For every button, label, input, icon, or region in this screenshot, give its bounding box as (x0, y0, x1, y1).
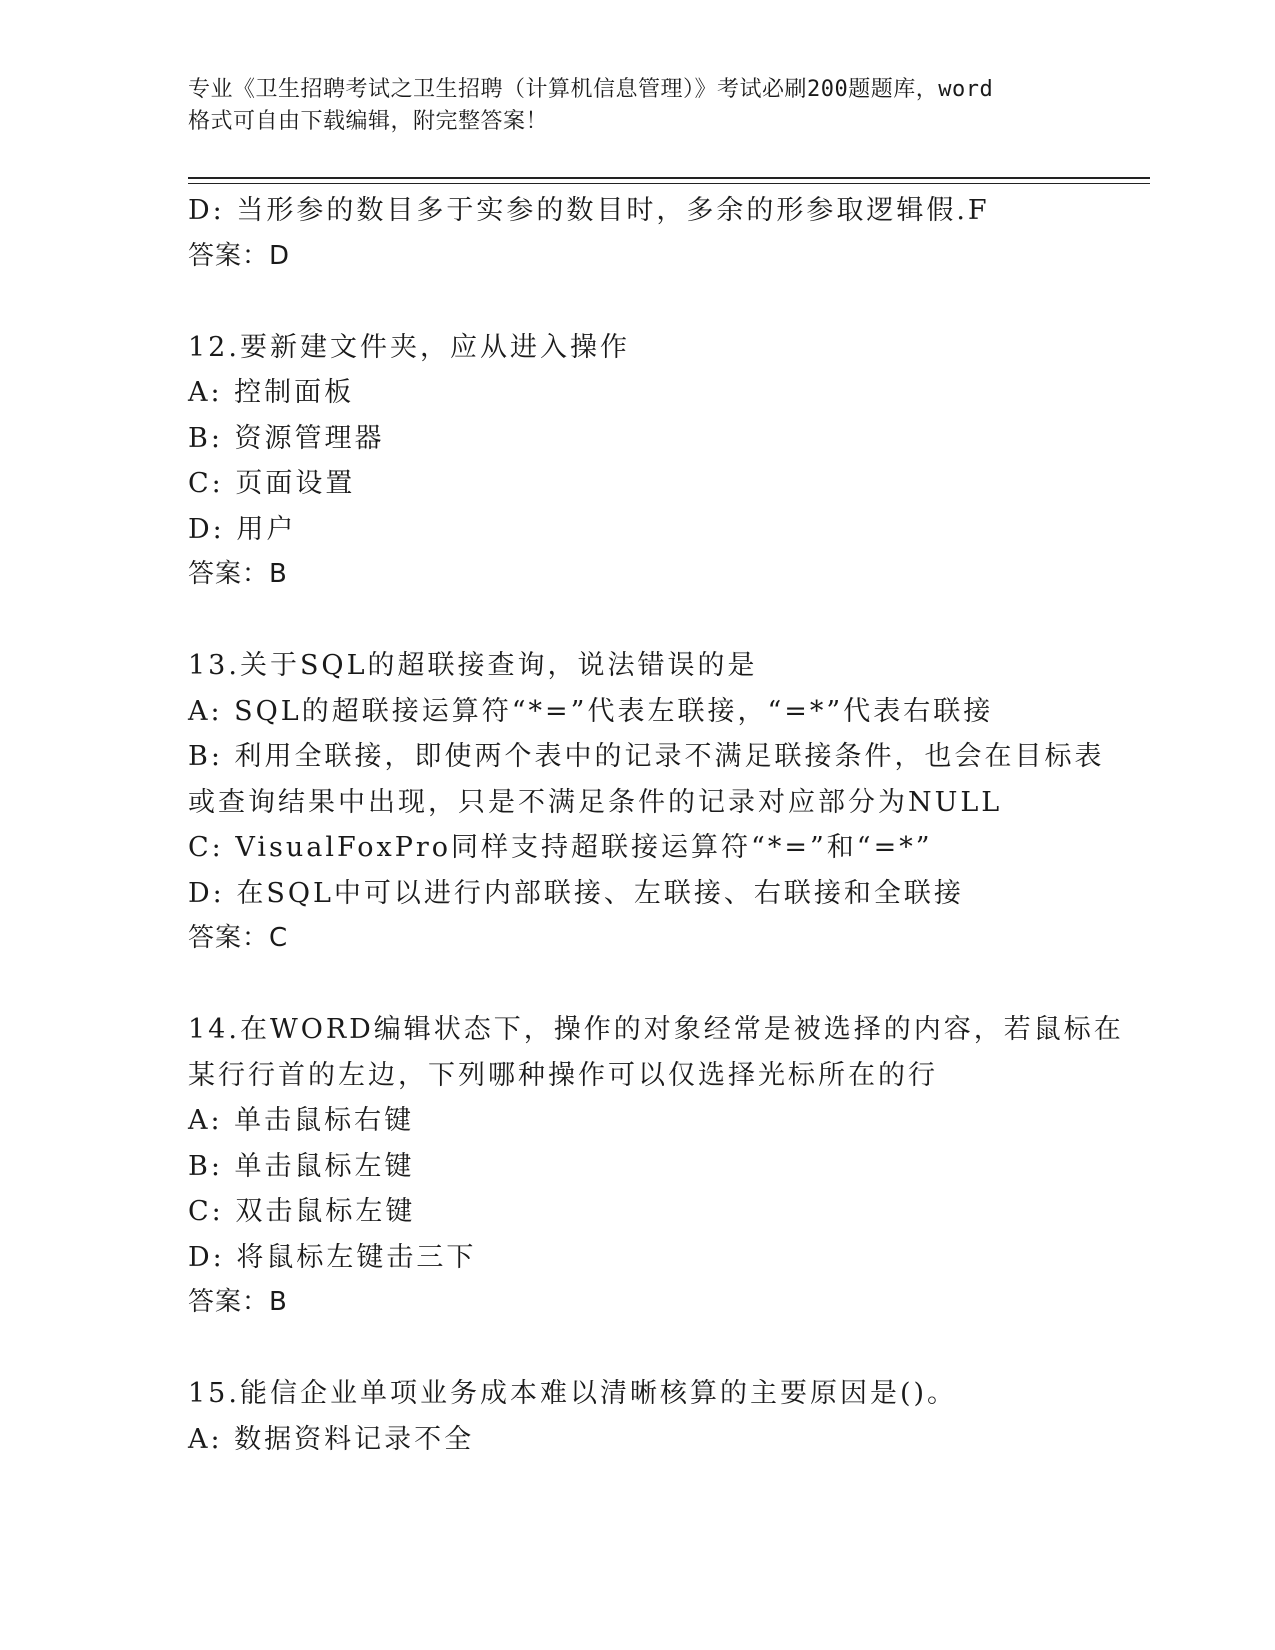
question-stem: 13.关于SQL的超联接查询，说法错误的是 (188, 650, 758, 681)
option-c: C: VisualFoxPro同样支持超联接运算符“*=”和“=*” (188, 832, 933, 863)
answer: 答案：B (188, 559, 288, 589)
option-c: C: 页面设置 (188, 468, 356, 499)
question-12 (188, 325, 1088, 598)
option-a: A: 控制面板 (188, 377, 355, 408)
option-b: B: 利用全联接，即使两个表中的记录不满足联接条件，也会在目标表 (188, 741, 1105, 772)
header-line-1: 专业《卫生招聘考试之卫生招聘（计算机信息管理）》考试必刷200题题库，word (188, 77, 994, 102)
question-14 (188, 1007, 1124, 1326)
answer: 答案：B (188, 1287, 288, 1317)
option-d: D: 在SQL中可以进行内部联接、左联接、右联接和全联接 (188, 877, 964, 909)
spacer (188, 962, 1088, 1008)
answer: 答案：C (188, 923, 289, 953)
question-stem: 14.在WORD编辑状态下，操作的对象经常是被选择的内容，若鼠标在 (188, 1014, 1124, 1045)
question-stem: 12.要新建文件夹，应从进入操作 (188, 331, 630, 363)
header-line-2: 格式可自由下载编辑，附完整答案！ (188, 109, 549, 134)
question-stem: 15.能信企业单项业务成本难以清晰核算的主要原因是()。 (188, 1378, 958, 1409)
option-d: D: 用户 (188, 513, 297, 545)
option-b: B: 资源管理器 (188, 422, 385, 454)
question-15 (188, 1371, 1088, 1462)
spacer (188, 279, 1088, 325)
document-header (188, 74, 1088, 138)
prev-answer: 答案：D (188, 240, 291, 271)
header-divider-thick (188, 177, 1150, 179)
prev-option-d: D: 当形参的数目多于实参的数目时，多余的形参取逻辑假.F (188, 195, 990, 226)
option-d: D: 将鼠标左键击三下 (188, 1241, 477, 1273)
option-b: B: 单击鼠标左键 (188, 1150, 415, 1182)
option-c: C: 双击鼠标左键 (188, 1196, 416, 1227)
spacer (188, 598, 1088, 644)
question-stem-continued: 某行行首的左边，下列哪种操作可以仅选择光标所在的行 (188, 1059, 938, 1091)
option-b-continued: 或查询结果中出现，只是不满足条件的记录对应部分为NULL (188, 786, 1003, 818)
question-list (188, 188, 1124, 1462)
spacer (188, 1326, 1088, 1372)
option-a: A: 数据资料记录不全 (188, 1423, 475, 1455)
option-a: A: SQL的超联接运算符“*=”代表左联接，“=*”代表右联接 (188, 695, 994, 727)
option-a: A: 单击鼠标右键 (188, 1105, 415, 1136)
header-divider-thin (188, 183, 1150, 184)
question-13 (188, 643, 1105, 962)
